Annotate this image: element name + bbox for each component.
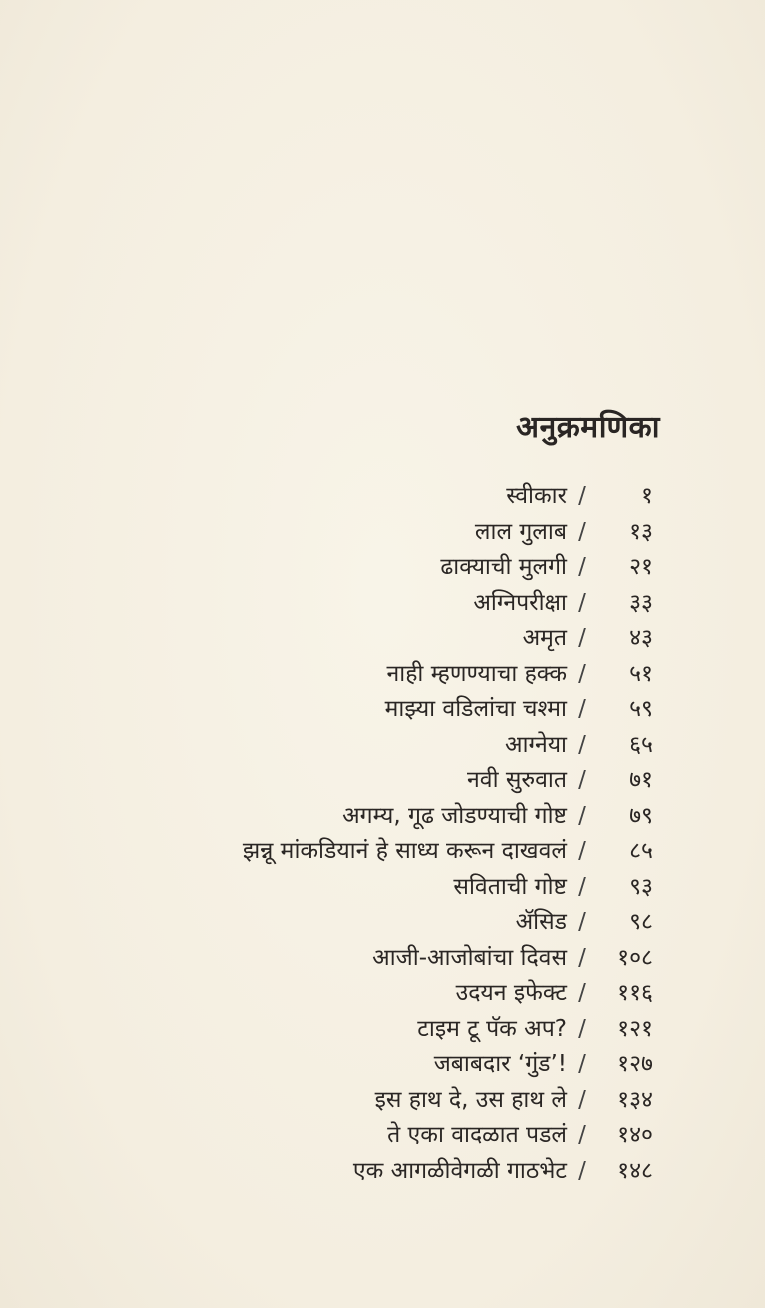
toc-page-number: ९३ [629, 873, 653, 900]
toc-page-number: ४३ [629, 625, 653, 651]
toc-page-number: २१ [629, 554, 653, 580]
toc-entry-title: अमृत [522, 625, 567, 651]
toc-entry-title: टाइम टू पॅक अप? [417, 1015, 567, 1042]
toc-separator: / [578, 873, 586, 900]
toc-entry-title: स्वीकार [506, 483, 567, 509]
toc-entry [243, 798, 653, 834]
toc-entry [243, 1046, 653, 1082]
toc-list [243, 478, 653, 1188]
toc-separator: / [578, 1051, 586, 1077]
toc-entry-title: झन्नू मांकडियानं हे साध्य करून दाखवलं [242, 838, 567, 864]
toc-page-number: १ [641, 483, 653, 509]
toc-separator: / [578, 589, 586, 616]
toc-separator: / [578, 1015, 586, 1042]
toc-entry [243, 478, 653, 514]
toc-entry-title: इस हाथ दे, उस हाथ ले [374, 1086, 567, 1113]
toc-page-number: ७१ [629, 767, 653, 793]
toc-entry [243, 1117, 653, 1153]
toc-entry [243, 762, 653, 798]
toc-entry [243, 904, 653, 940]
toc-page-number: ७९ [629, 802, 653, 829]
toc-entry [243, 656, 653, 692]
toc-separator: / [578, 1086, 586, 1113]
toc-entry-title: नाही म्हणण्याचा हक्क [386, 660, 567, 687]
toc-separator: / [578, 518, 586, 545]
toc-entry-title: ढाक्याची मुलगी [440, 554, 567, 580]
toc-entry-title: ॲसिड [515, 909, 567, 935]
toc-separator: / [578, 980, 586, 1006]
toc-entry [243, 975, 653, 1011]
toc-separator: / [578, 554, 586, 580]
toc-heading: अनुक्रमणिका [516, 410, 660, 445]
toc-entry [243, 1082, 653, 1118]
toc-entry-title: नवी सुरुवात [467, 767, 567, 793]
toc-separator: / [578, 909, 586, 935]
toc-separator: / [578, 1157, 586, 1184]
toc-page-number: १०८ [617, 944, 653, 971]
toc-entry-title: अगम्य, गूढ जोडण्याची गोष्ट [342, 802, 567, 829]
toc-entry [243, 940, 653, 976]
toc-entry-title: आग्नेया [504, 731, 567, 758]
toc-separator: / [578, 731, 586, 758]
toc-page-number: ११६ [617, 980, 653, 1006]
toc-entry-title: ते एका वादळात पडलं [387, 1122, 567, 1148]
toc-entry-title: लाल गुलाब [474, 518, 567, 545]
toc-page-number: १२१ [617, 1015, 653, 1042]
toc-entry [243, 585, 653, 621]
toc-page-number: १३ [629, 518, 653, 545]
toc-entry [243, 549, 653, 585]
toc-page-number: १२७ [617, 1051, 653, 1077]
toc-entry-title: सविताची गोष्ट [453, 873, 567, 900]
toc-entry [243, 727, 653, 763]
toc-entry [243, 620, 653, 656]
toc-separator: / [578, 660, 586, 687]
toc-entry [243, 691, 653, 727]
toc-entry-title: आजी-आजोबांचा दिवस [372, 944, 567, 971]
toc-separator: / [578, 483, 586, 509]
toc-page-number: १४० [617, 1122, 653, 1148]
toc-page-number: ९८ [629, 909, 653, 935]
toc-page-number: ५९ [629, 696, 653, 722]
toc-separator: / [578, 944, 586, 971]
toc-entry [243, 1153, 653, 1189]
toc-page-number: ८५ [629, 838, 653, 864]
toc-separator: / [578, 1122, 586, 1148]
toc-entry [243, 1011, 653, 1047]
toc-page-number: ५१ [629, 660, 653, 687]
toc-page-number: १३४ [617, 1086, 653, 1113]
toc-page-number: ६५ [629, 731, 653, 758]
toc-separator: / [578, 767, 586, 793]
toc-page-number: ३३ [629, 589, 653, 616]
toc-entry [243, 514, 653, 550]
toc-separator: / [578, 696, 586, 722]
toc-entry-title: अग्निपरीक्षा [473, 589, 567, 616]
toc-entry [243, 869, 653, 905]
toc-page-number: १४८ [617, 1157, 653, 1184]
toc-entry [243, 833, 653, 869]
toc-entry-title: एक आगळीवेगळी गाठभेट [352, 1157, 567, 1184]
toc-separator: / [578, 625, 586, 651]
toc-entry-title: माझ्या वडिलांचा चश्मा [384, 696, 567, 722]
toc-separator: / [578, 838, 586, 864]
toc-entry-title: उदयन इफेक्ट [455, 980, 567, 1006]
toc-separator: / [578, 802, 586, 829]
toc-entry-title: जबाबदार ‘गुंड’! [433, 1051, 567, 1077]
